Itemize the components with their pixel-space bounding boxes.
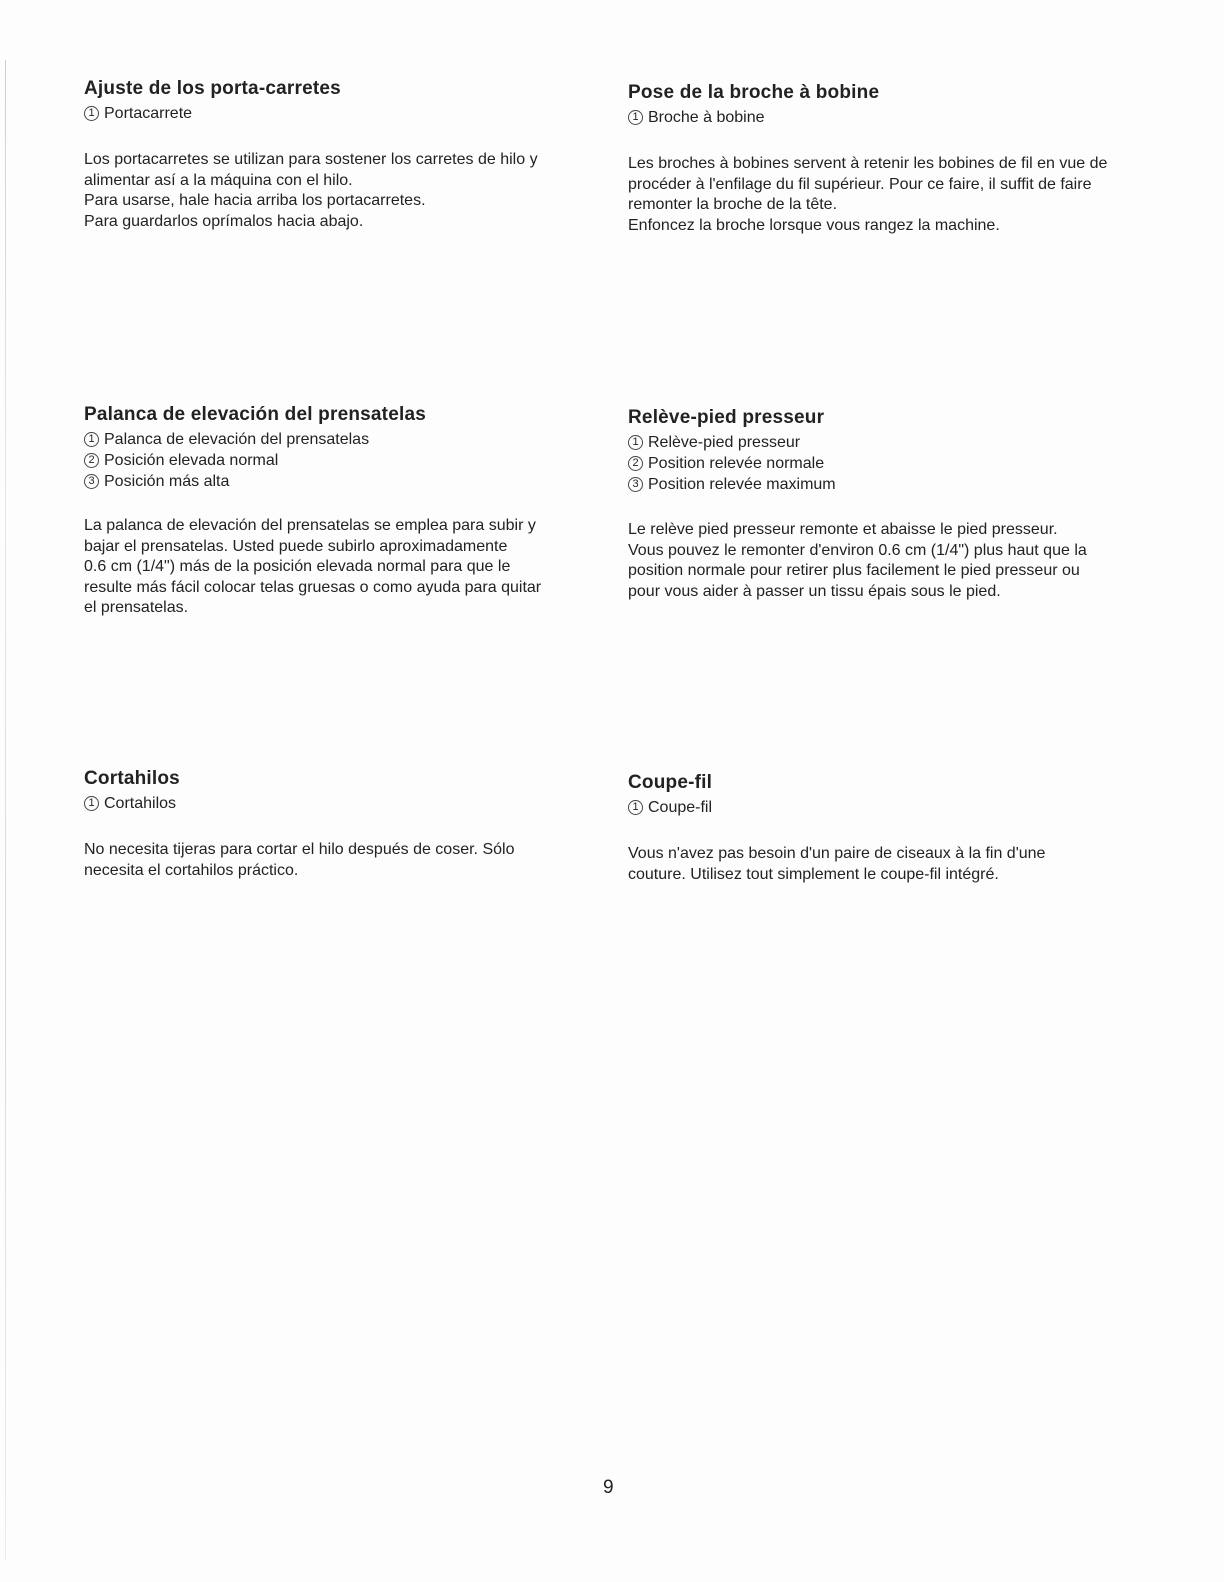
legend-label: Posición elevada normal — [104, 452, 279, 469]
section-title: Coupe-fil — [628, 772, 713, 793]
legend-item — [84, 429, 541, 450]
circled-number: 1 — [628, 435, 643, 450]
body-line: Para guardarlos oprímalos hacia abajo. — [84, 212, 364, 230]
legend-label: Palanca de elevación del prensatelas — [104, 431, 370, 448]
section-title: Cortahilos — [84, 768, 180, 789]
legend-list — [628, 107, 1107, 128]
body-line: Vous n'avez pas besoin d'un paire de ciseaux à la fin d'une — [628, 845, 1046, 862]
section-cortahilos — [84, 768, 514, 881]
circled-number: 1 — [628, 110, 643, 125]
circled-number: 2 — [628, 456, 643, 471]
body-line: Enfoncez la broche lorsque vous rangez la machine. — [628, 216, 1000, 234]
legend-label: Position relevée maximum — [648, 476, 836, 493]
legend-item — [84, 103, 538, 124]
legend-list — [84, 793, 514, 814]
legend-label: Relève-pied presseur — [648, 434, 801, 451]
section-ajuste-portacarretes — [84, 78, 538, 232]
circled-number: 3 — [84, 474, 99, 489]
section-title: Pose de la broche à bobine — [628, 82, 880, 103]
body-line: resulte más fácil colocar telas gruesas o como ayuda para quitar — [84, 578, 542, 596]
section-title: Ajuste de los porta-carretes — [84, 78, 341, 99]
body-line: No necesita tijeras para cortar el hilo después de coser. Sólo — [84, 841, 515, 858]
body-line: pour vous aider à passer un tissu épais sous le pied. — [628, 582, 1001, 600]
legend-list — [628, 432, 1087, 495]
legend-item — [628, 107, 1107, 128]
body-text — [628, 520, 1087, 602]
legend-label: Cortahilos — [104, 795, 177, 812]
body-text — [628, 844, 1045, 885]
circled-number: 1 — [84, 432, 99, 447]
circled-number: 3 — [628, 477, 643, 492]
legend-list — [84, 103, 538, 124]
legend-label: Portacarrete — [104, 105, 193, 122]
body-line: necesita el cortahilos práctico. — [84, 861, 299, 879]
legend-list — [628, 797, 1045, 818]
body-line: Los portacarretes se utilizan para sostener los carretes de hilo y — [84, 151, 538, 168]
section-palanca-elevacion — [84, 404, 541, 619]
body-line: couture. Utilisez tout simplement le coupe-fil intégré. — [628, 865, 999, 883]
body-line: Vous pouvez le remonter d'environ 0.6 cm (1/4") plus haut que la — [628, 541, 1087, 559]
legend-item — [628, 432, 1087, 453]
circled-number: 1 — [84, 106, 99, 121]
legend-item — [84, 471, 541, 492]
legend-item — [628, 453, 1087, 474]
legend-item — [84, 793, 514, 814]
section-title: Palanca de elevación del prensatelas — [84, 404, 426, 425]
legend-label: Broche à bobine — [648, 109, 765, 126]
circled-number: 1 — [84, 796, 99, 811]
body-line: Le relève pied presseur remonte et abaisse le pied presseur. — [628, 521, 1058, 538]
legend-item — [628, 797, 1045, 818]
body-line: alimentar así a la máquina con el hilo. — [84, 171, 353, 189]
body-text — [628, 154, 1107, 236]
circled-number: 1 — [628, 800, 643, 815]
section-pose-broche — [628, 82, 1107, 236]
body-line: position normale pour retirer plus facilement le pied presseur ou — [628, 562, 1080, 579]
section-coupe-fil — [628, 772, 1045, 885]
section-title: Relève-pied presseur — [628, 407, 825, 428]
legend-item — [628, 474, 1087, 495]
body-line: Para usarse, hale hacia arriba los portacarretes. — [84, 192, 426, 209]
page-number: 9 — [603, 1477, 614, 1498]
scan-edge-line — [5, 60, 6, 1560]
legend-label: Posición más alta — [104, 473, 230, 490]
body-line: bajar el prensatelas. Usted puede subirlo aproximadamente — [84, 537, 508, 555]
body-line: 0.6 cm (1/4") más de la posición elevada normal para que le — [84, 558, 511, 575]
body-line: procéder à l'enfilage du fil supérieur. Pour ce faire, il suffit de faire — [628, 175, 1092, 193]
body-line: remonter la broche de la tête. — [628, 196, 838, 213]
body-line: el prensatelas. — [84, 599, 189, 616]
body-line: Les broches à bobines servent à retenir les bobines de fil en vue de — [628, 155, 1108, 172]
legend-item — [84, 450, 541, 471]
section-releve-pied — [628, 407, 1087, 602]
body-text — [84, 150, 538, 232]
legend-list — [84, 429, 541, 492]
body-text — [84, 840, 514, 881]
circled-number: 2 — [84, 453, 99, 468]
body-text — [84, 516, 541, 619]
legend-label: Position relevée normale — [648, 455, 825, 472]
body-line: La palanca de elevación del prensatelas se emplea para subir y — [84, 517, 536, 534]
legend-label: Coupe-fil — [648, 799, 713, 816]
